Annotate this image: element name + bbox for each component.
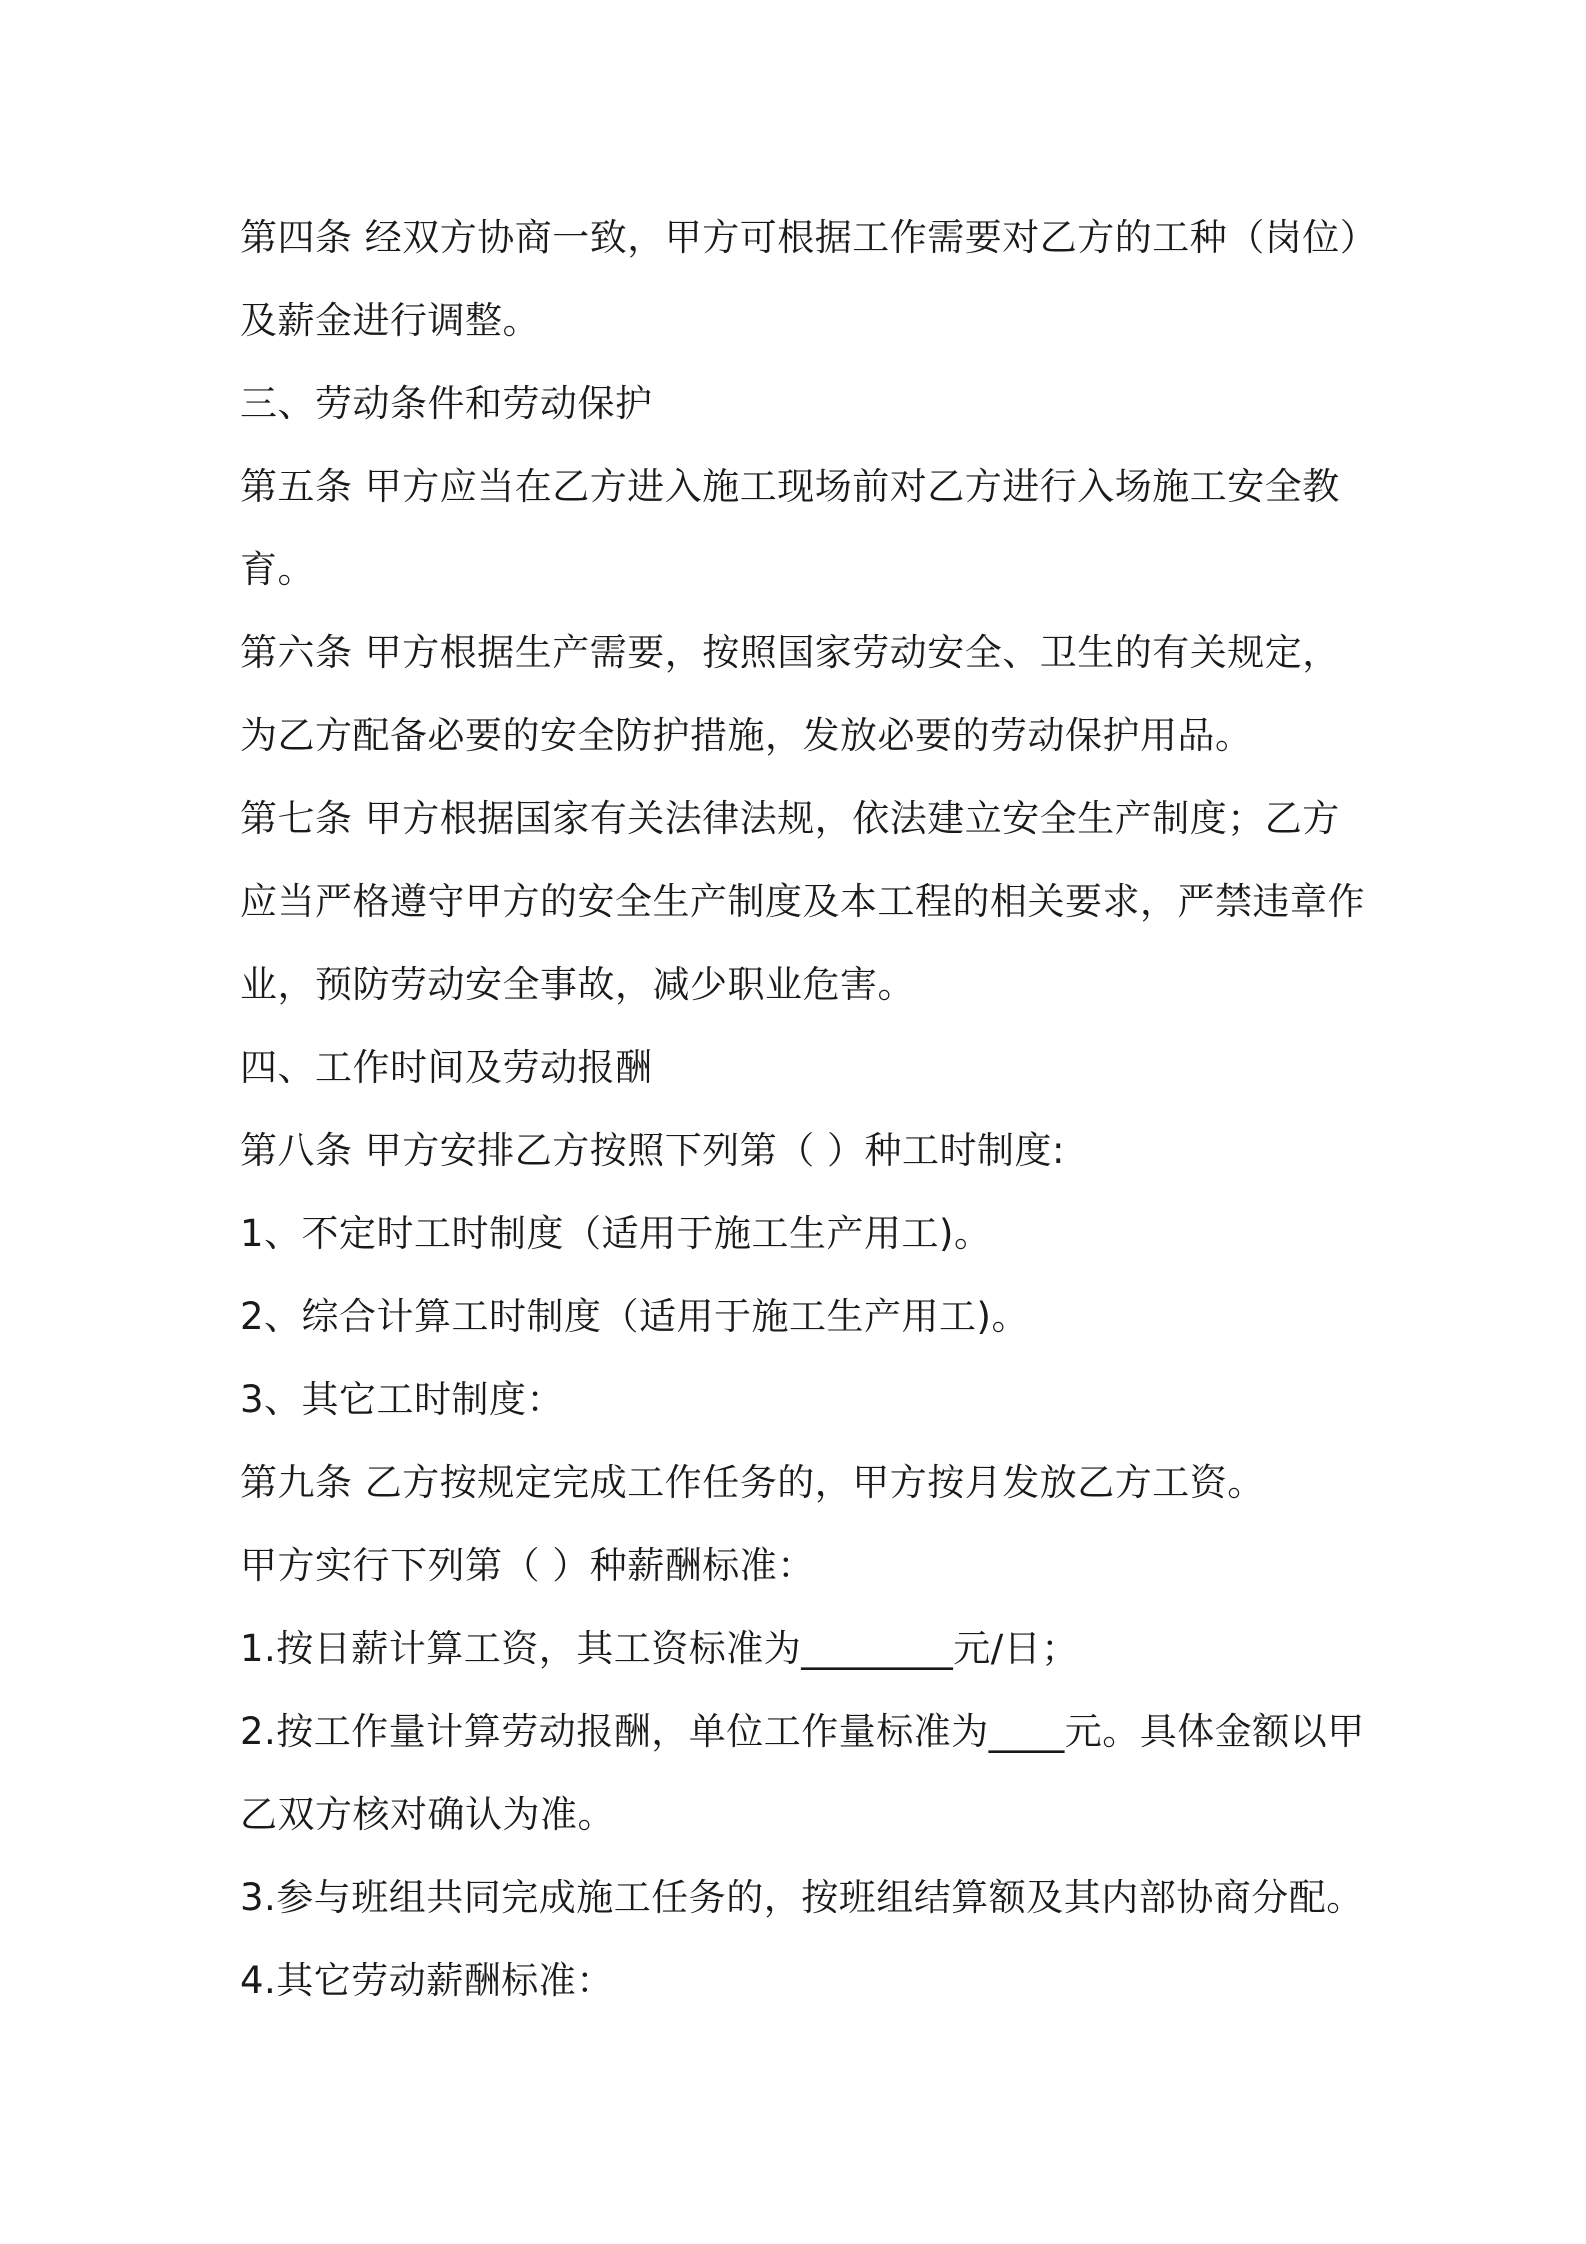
article-6-line-2: 为乙方配备必要的安全防护措施，发放必要的劳动保护用品。 <box>240 714 1253 757</box>
pay-option-1: 1.按日薪计算工资，其工资标准为________元/日； <box>240 1627 1079 1670</box>
article-5-line-2: 育。 <box>240 548 315 591</box>
pay-option-2-line-1: 2.按工作量计算劳动报酬，单位工作量标准为____元。具体金额以甲 <box>240 1710 1365 1753</box>
pay-option-3: 3.参与班组共同完成施工任务的，按班组结算额及其内部协商分配。 <box>240 1876 1364 1919</box>
section-3-heading: 三、劳动条件和劳动保护 <box>240 382 653 425</box>
article-8-line: 第八条 甲方安排乙方按照下列第（ ）种工时制度: <box>240 1129 1065 1172</box>
pay-option-4: 4.其它劳动薪酬标准： <box>240 1959 614 2002</box>
article-7-line-3: 业，预防劳动安全事故，减少职业危害。 <box>240 963 915 1006</box>
article-7-line-1: 第七条 甲方根据国家有关法律法规，依法建立安全生产制度；乙方 <box>240 797 1340 840</box>
work-hours-option-2: 2、综合计算工时制度（适用于施工生产用工)。 <box>240 1295 1029 1338</box>
work-hours-option-1: 1、不定时工时制度（适用于施工生产用工)。 <box>240 1212 992 1255</box>
article-4-line-1: 第四条 经双方协商一致，甲方可根据工作需要对乙方的工种（岗位） <box>240 216 1378 259</box>
pay-option-2-line-2: 乙双方核对确认为准。 <box>240 1793 615 1836</box>
work-hours-option-3: 3、其它工时制度： <box>240 1378 565 1421</box>
article-6-line-1: 第六条 甲方根据生产需要，按照国家劳动安全、卫生的有关规定， <box>240 631 1340 674</box>
article-4-line-2: 及薪金进行调整。 <box>240 299 540 342</box>
document-body <box>240 196 1378 2022</box>
article-7-line-2: 应当严格遵守甲方的安全生产制度及本工程的相关要求，严禁违章作 <box>240 880 1365 923</box>
article-5-line-1: 第五条 甲方应当在乙方进入施工现场前对乙方进行入场施工安全教 <box>240 465 1340 508</box>
pay-standard-intro: 甲方实行下列第（ ）种薪酬标准： <box>240 1544 815 1587</box>
article-9-line: 第九条 乙方按规定完成工作任务的，甲方按月发放乙方工资。 <box>240 1461 1265 1504</box>
section-4-heading: 四、工作时间及劳动报酬 <box>240 1046 653 1089</box>
